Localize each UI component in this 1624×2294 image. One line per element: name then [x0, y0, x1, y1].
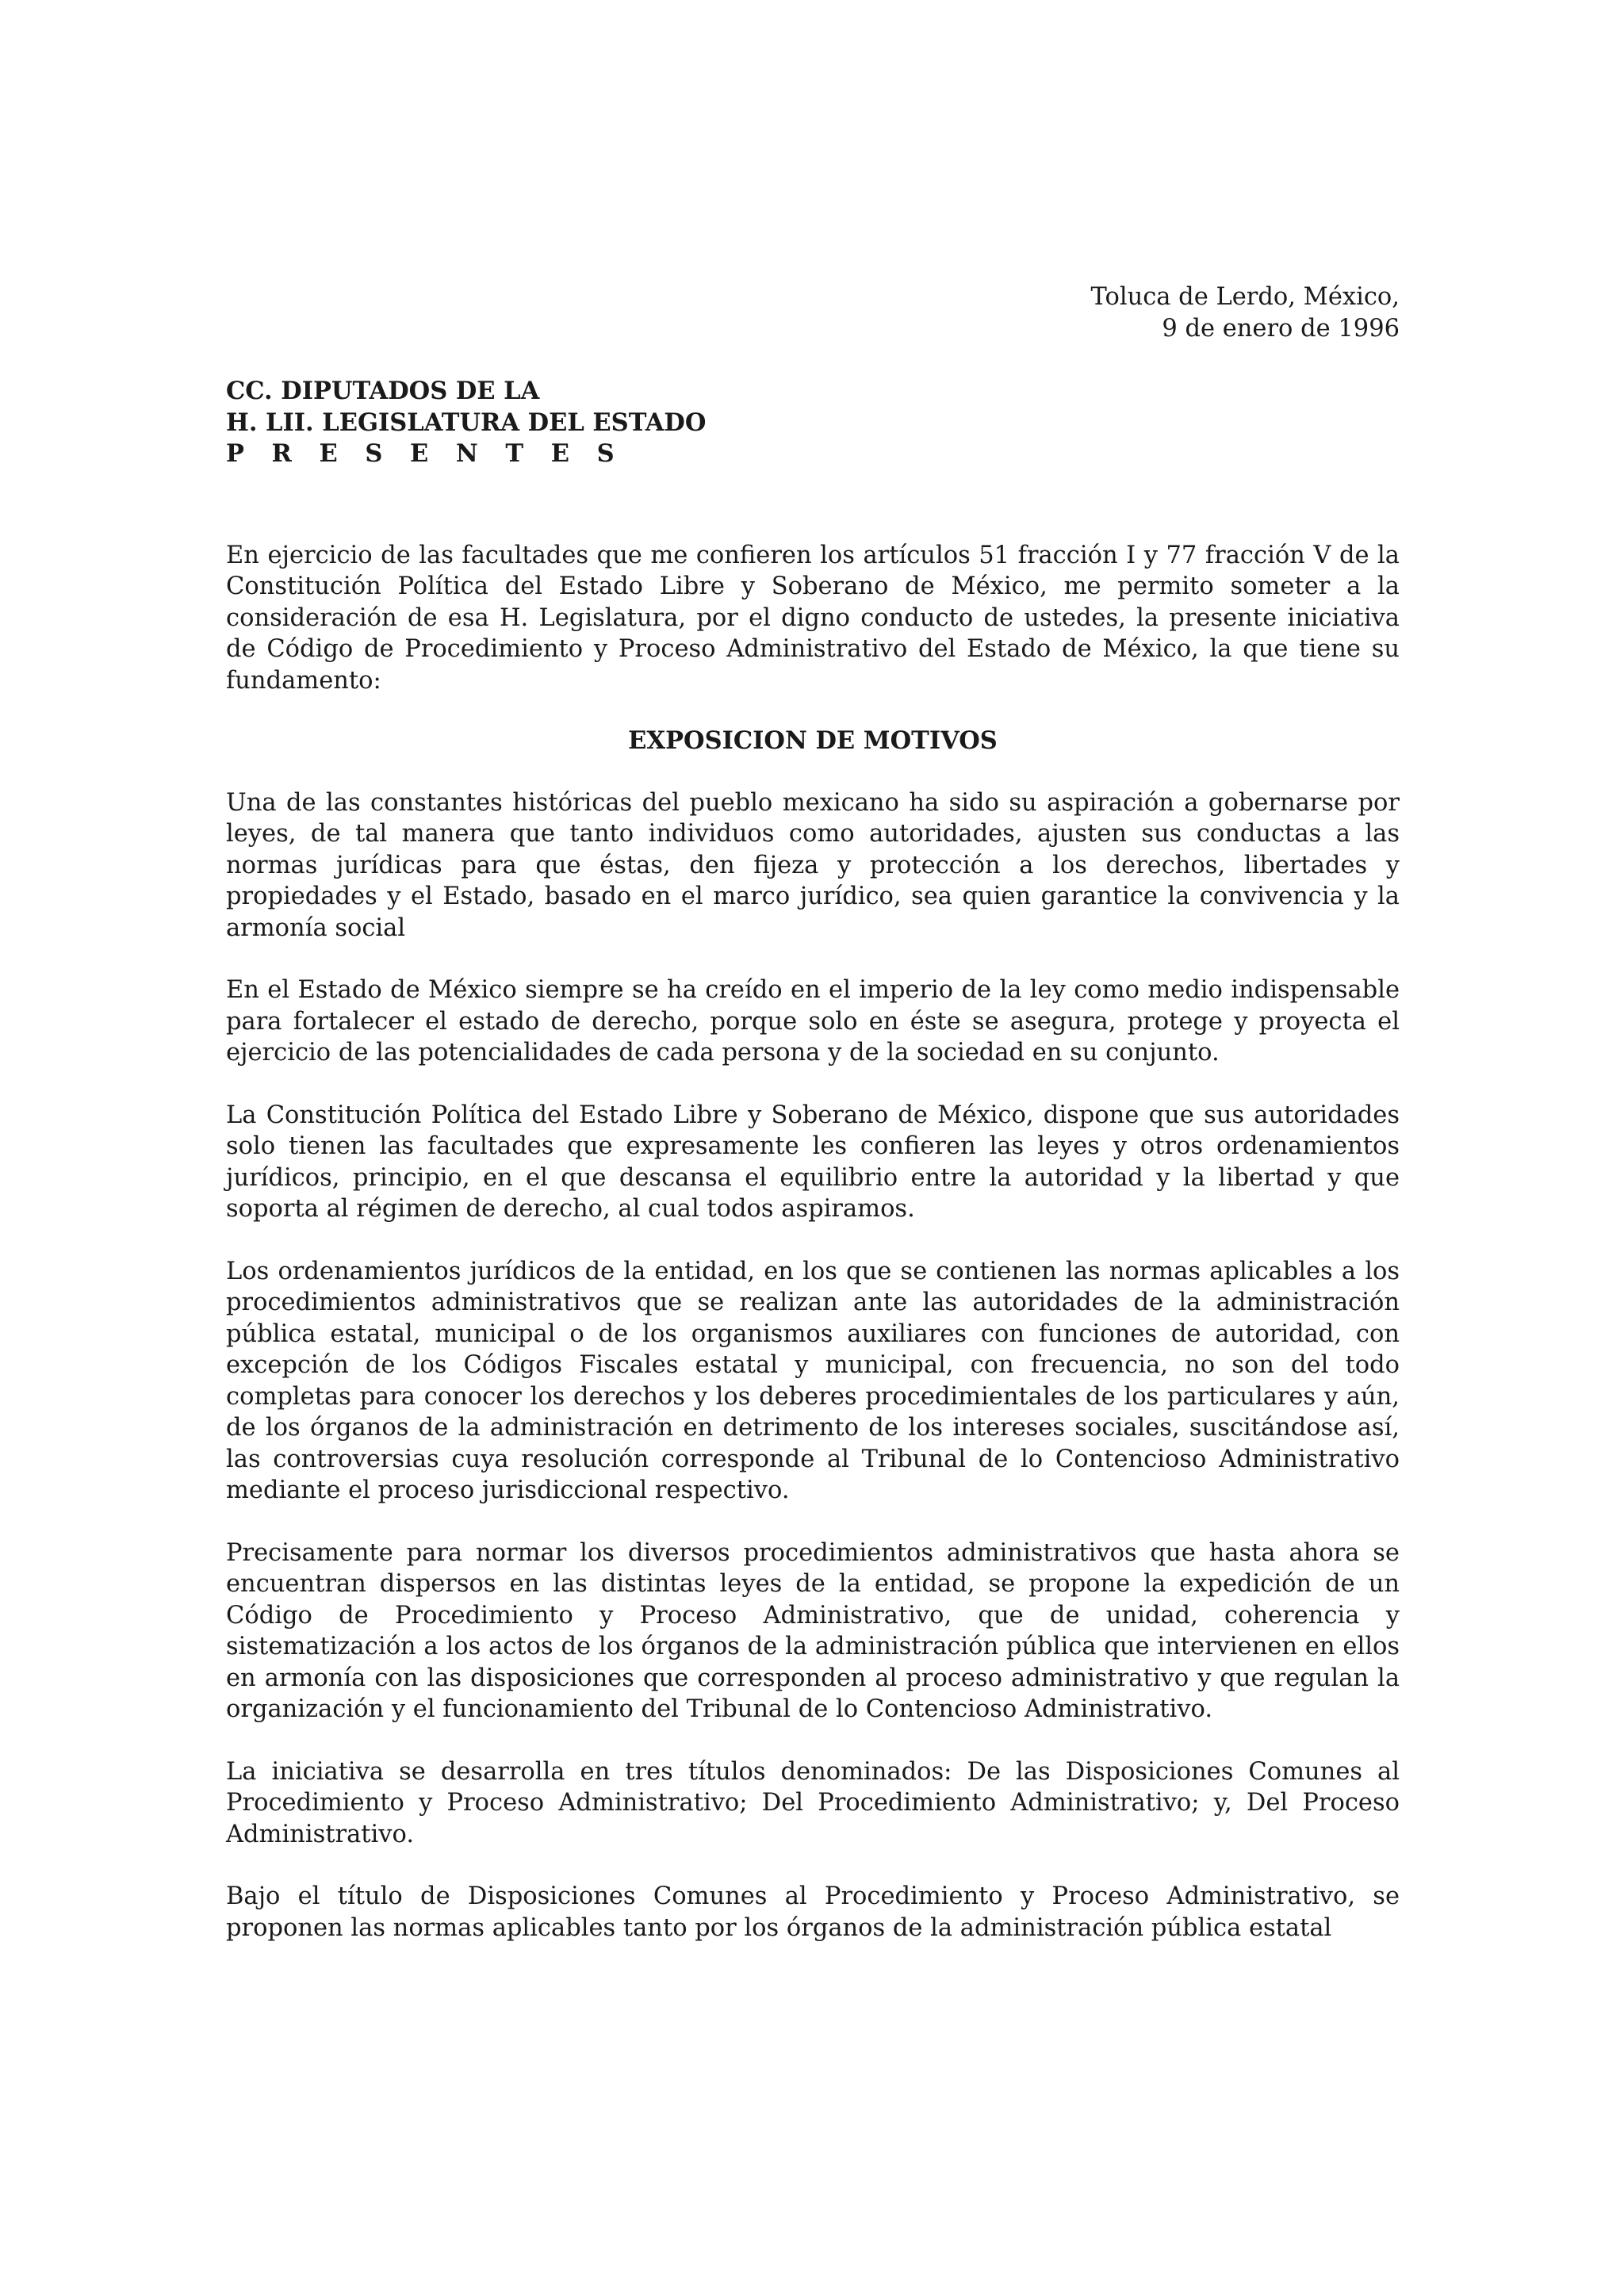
- paragraph-4: Los ordenamientos jurídicos de la entidad, en los que se contienen las normas aplicables a los procedimientos administrativos que se realizan ante las autoridades de la administración pública estatal, municipal o de los organismos auxiliares con funciones de autoridad, con excepción de los Códigos Fiscales estatal y municipal, con frecuencia, no son del todo completas para conocer los derechos y los deberes procedimientales de los particulares y aún, de los órganos de la administración en detrimento de los intereses sociales, suscitándose así, las controversias cuya resolución corresponde al Tribunal de lo Contencioso Administrativo mediante el proceso jurisdiccional respectivo.: [226, 1257, 1400, 1504]
- paragraph-7: Bajo el título de Disposiciones Comunes al Procedimiento y Proceso Administrativo, se proponen las normas aplicables tanto por los órganos de la administración pública estatal: [226, 1882, 1400, 1942]
- letter-body: [226, 281, 1400, 1944]
- addressee-line-1: CC. DIPUTADOS DE LA: [226, 377, 540, 405]
- paragraph-5: Precisamente para normar los diversos procedimientos administrativos que hasta ahora se encuentran dispersos en las distintas leyes de la entidad, se propone la expedición de un Código de Procedimiento y Proceso Administrativo, que de unidad, coherencia y sistematización a los actos de los órganos de la administración pública que intervienen en ellos en armonía con las disposiciones que corresponden al proceso administrativo y que regulan la organización y el funcionamiento del Tribunal de lo Contencioso Administrativo.: [226, 1538, 1400, 1723]
- section-title: EXPOSICION DE MOTIVOS: [628, 726, 998, 755]
- addressee-line-2: H. LII. LEGISLATURA DEL ESTADO: [226, 408, 707, 437]
- place-line: Toluca de Lerdo, México,: [1090, 283, 1400, 311]
- paragraph-1: Una de las constantes históricas del pueblo mexicano ha sido su aspiración a gobernarse por leyes, de tal manera que tanto individuos como autoridades, ajusten sus conductas a las normas jurídicas para que éstas, den fijeza y protección a los derechos, libertades y propiedades y el Estado, basado en el marco jurídico, sea quien garantice la convivencia y la armonía social: [226, 788, 1400, 942]
- addressee-line-3: P R E S E N T E S: [226, 439, 624, 468]
- paragraph-3: La Constitución Política del Estado Libre y Soberano de México, dispone que sus autoridades solo tienen las facultades que expresamente les confieren las leyes y otros ordenamientos jurídicos, principio, en el que descansa el equilibrio entre la autoridad y la libertad y que soporta al régimen de derecho, al cual todos aspiramos.: [226, 1101, 1400, 1223]
- paragraph-6: La iniciativa se desarrolla en tres títulos denominados: De las Disposiciones Comunes al Procedimiento y Proceso Administrativo; Del Procedimiento Administrativo; y, Del Proceso Administrativo.: [226, 1757, 1400, 1848]
- intro-paragraph: En ejercicio de las facultades que me confieren los artículos 51 fracción I y 77 fracción V de la Constitución Política del Estado Libre y Soberano de México, me permito someter a la consideración de esa H. Legislatura, por el digno conducto de ustedes, la presente iniciativa de Código de Procedimiento y Proceso Administrativo del Estado de México, la que tiene su fundamento:: [226, 541, 1400, 695]
- addressee-block: [226, 376, 1400, 470]
- letter-header: [226, 281, 1400, 344]
- date-line: 9 de enero de 1996: [1162, 314, 1400, 343]
- paragraph-2: En el Estado de México siempre se ha creído en el imperio de la ley como medio indispensable para fortalecer el estado de derecho, porque solo en éste se asegura, protege y proyecta el ejercicio de las potencialidades de cada persona y de la sociedad en su conjunto.: [226, 976, 1400, 1067]
